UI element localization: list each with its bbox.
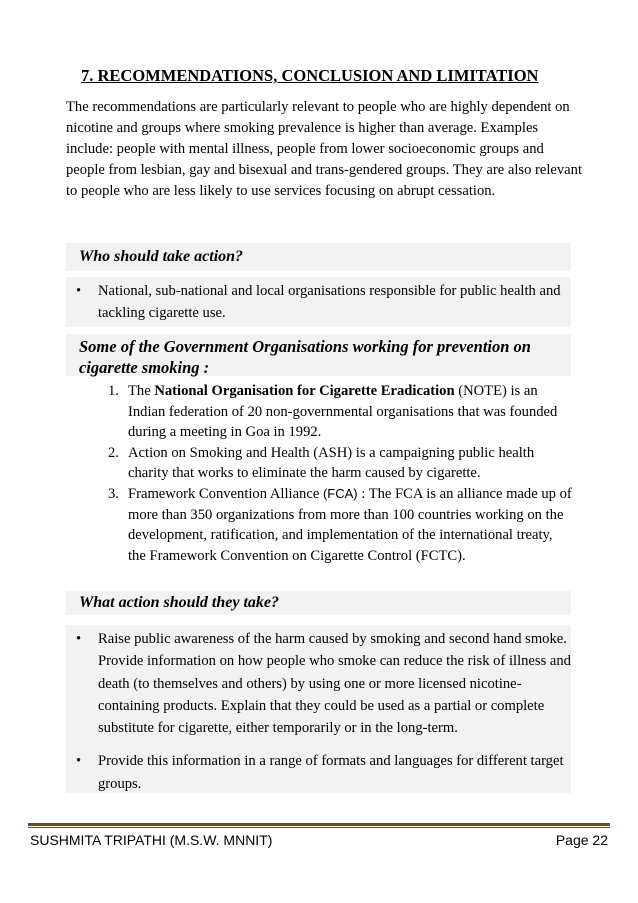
action-bullet-text: Provide this information in a range of formats and languages for different target groups. — [98, 753, 564, 792]
action-bullet-box — [66, 625, 571, 793]
who-bullet-text: National, sub-national and local organisations responsible for public health and tackling cigarette use. — [98, 283, 561, 321]
item-number: 3. — [108, 485, 119, 502]
footer-rule — [28, 823, 610, 826]
who-heading-bar — [66, 243, 571, 271]
list-item — [99, 381, 574, 443]
page-number: Page 22 — [555, 832, 608, 848]
item-number: 2. — [108, 444, 119, 461]
item-text-post: : The FCA is an alliance made up of more than 350 organizations from more than 100 countries working on the development, ratification, and implementation of the international treaty, the Framework Convention on Cigarette Control (FCTC). — [128, 485, 572, 564]
who-heading: Who should take action? — [79, 248, 244, 265]
bullet-icon: • — [76, 631, 82, 647]
item-text-pre: Framework Convention Alliance — [128, 485, 323, 502]
item-number: 1. — [108, 383, 119, 399]
item-text-pre: The — [128, 383, 155, 399]
list-item — [66, 628, 571, 739]
section-heading: 7. RECOMMENDATIONS, CONCLUSION AND LIMITATION — [81, 66, 539, 85]
who-bullet-box — [66, 277, 571, 327]
list-item — [66, 281, 571, 324]
list-item — [66, 750, 571, 795]
bullet-icon: • — [76, 753, 82, 770]
item-text-post: (NOTE) is an Indian federation of 20 non-governmental organisations that was founded during a meeting in Goa in 1992. — [128, 383, 558, 441]
gov-org-list — [99, 381, 574, 566]
item-text: Action on Smoking and Health (ASH) is a campaigning public health charity that works to eliminate the harm caused by cigarette. — [128, 444, 535, 482]
item-text-bold: National Organisation for Cigarette Eradication — [154, 383, 455, 399]
gov-heading: Some of the Government Organisations working for prevention on cigarette smoking : — [79, 337, 531, 377]
footer-rule-thin — [28, 827, 610, 828]
action-bullet-text: Raise public awareness of the harm caused by smoking and second hand smoke. Provide information on how people who smoke can reduce the risk of illness and death (to themselves and others) by using one or more licensed nicotine-containing products. Explain that they could be used as a partial or complete substitute for cigarette, either temporarily or in the long-term. — [98, 631, 571, 737]
footer-author: SUSHMITA TRIPATHI (M.S.W. MNNIT) — [30, 832, 273, 848]
list-item — [99, 443, 574, 484]
list-item — [99, 484, 574, 566]
bullet-icon: • — [76, 283, 82, 299]
intro-paragraph: The recommendations are particularly relevant to people who are highly dependent on nicotine and groups where smoking prevalence is higher than average. Examples include: people with mental illness, people from lower socioeconomic groups and people from lesbian, gay and bisexual and trans-gendered groups. They are also relevant to people who are less likely to use services focusing on abrupt cessation. — [66, 99, 583, 200]
item-text-fca: (FCA) — [322, 485, 358, 501]
action-heading: What action should they take? — [79, 594, 280, 611]
action-heading-bar — [66, 591, 571, 615]
